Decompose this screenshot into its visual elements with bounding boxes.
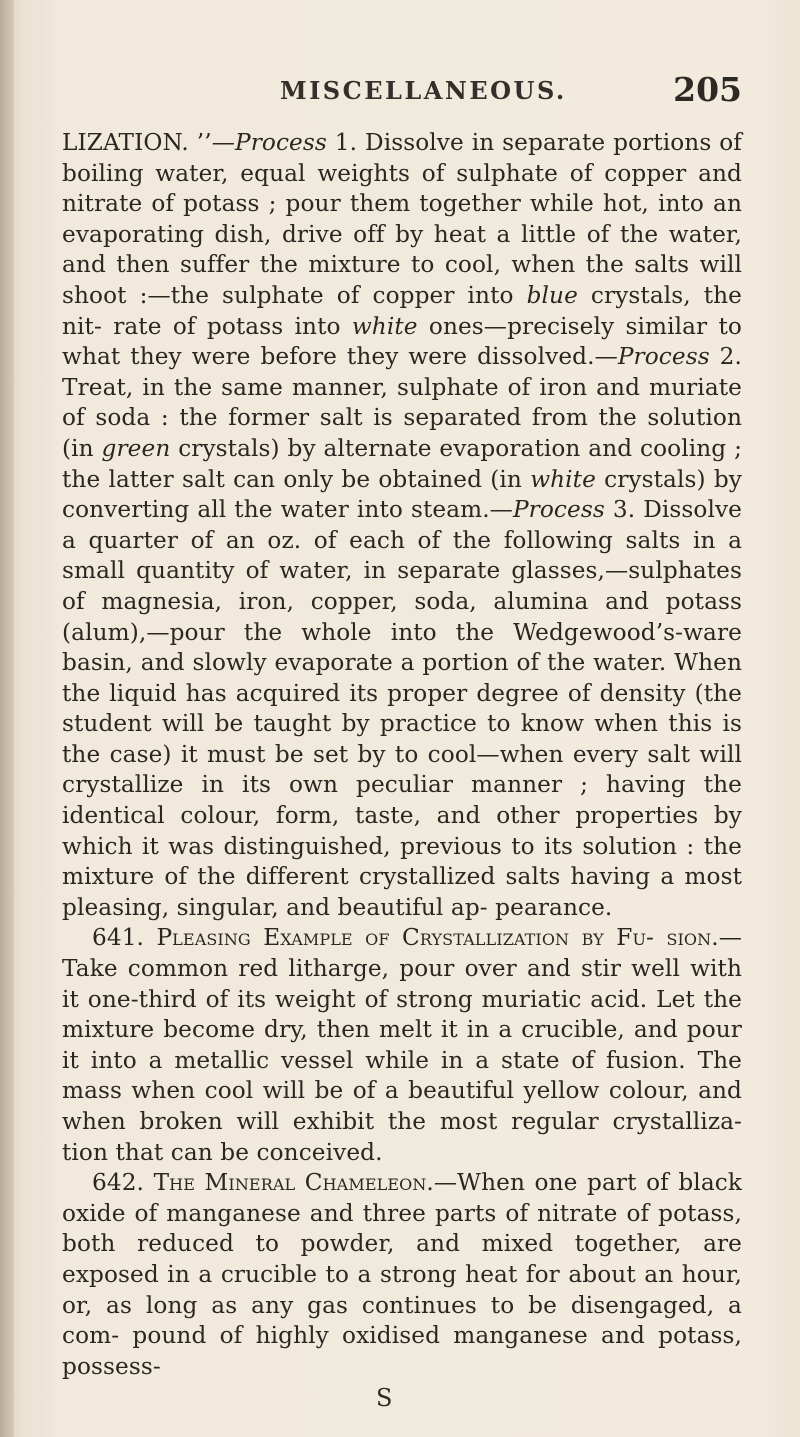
text-segment: white	[530, 465, 596, 493]
text-segment: —Take common red litharge, pour over and stir well with it one-third of its weight of strong muriatic acid. Let the mixture become dry, then melt it in a crucible, and pour it into a metallic vessel while in a state of fusion. The mass when cool will be of a beautiful yellow colour, and when broken will exhibit the most regular crystalliza- tion that can be conceived.	[62, 924, 743, 1166]
page-header	[0, 70, 800, 116]
paragraph-641	[62, 923, 742, 1168]
text-segment: crystals, the nit- rate of potass into	[62, 281, 743, 340]
text-segment: crystals) by alternate evaporation and cooling ; the latter salt can only be obtained (in	[62, 434, 743, 493]
text-segment: ’’—	[188, 129, 235, 156]
signature-mark: S	[376, 1384, 393, 1412]
text-segment: 642.	[92, 1169, 154, 1197]
text-segment: The Mineral Chameleon.	[153, 1169, 434, 1197]
text-segment: Process	[512, 496, 605, 524]
text-segment: 1. Dissolve in separate portions of boiling water, equal weights of sulphate of copper and nitrate of potass ; pour them together while hot, into an evaporating dish, drive off by heat a little of the water, and then suffer the mixture to cool, when the salts will shoot :—the sulphate of copper into	[62, 129, 742, 309]
text-segment: blue	[526, 281, 578, 309]
text-segment: ones—precisely similar to what they were before they were dissolved.—	[62, 312, 742, 371]
text-segment: crystals) by converting all the water into steam.—	[62, 465, 743, 524]
text-segment: white	[351, 312, 418, 340]
text-segment: 3. Dissolve a quarter of an oz. of each of the following salts in a small quantity of water, in separate glasses,—sulphates of magnesia, iron, copper, soda, alumina and potass (alum),—pour the whole into the Wedgewood’s-ware basin, and slowly evaporate a portion of the water. When the liquid has acquired its proper degree of density (the student will be taught by practice to know when this is the case) it must be set by to cool—when every salt will crystallize in its own peculiar manner ; having the identical colour, form, taste, and other properties by which it was distinguished, previous to its solution : the mixture of the different crystallized salts having a most pleasing, singular, and beautiful ap- pearance.	[62, 496, 742, 921]
text-segment: —When one part of black oxide of manganese and three parts of nitrate of potass, both reduced to powder, and mixed together, are exposed in a crucible to a strong heat for about an hour, or, as long as any gas continues to be disengaged, a com- pound of highly oxidised manganese and potass, possess-	[62, 1169, 742, 1380]
text-segment: 2. Treat, in the same manner, sulphate of iron and muriate of soda : the former salt is separated from the solution (in	[62, 343, 743, 462]
text-segment: green	[101, 434, 171, 462]
body-text	[62, 128, 742, 1382]
text-segment: 641.	[92, 924, 157, 952]
text-segment: Process	[617, 343, 710, 371]
paragraph-642	[62, 1168, 742, 1382]
text-segment: Pleasing Example of Crystallization by Fu- sion.	[156, 924, 719, 952]
running-head: MISCELLANEOUS.	[280, 76, 567, 105]
page-gutter-shadow	[0, 0, 14, 1437]
paragraph-lization	[62, 128, 742, 923]
text-segment: LIZATION.	[62, 129, 189, 156]
text-segment: Process	[235, 129, 327, 156]
page-number: 205	[673, 70, 742, 109]
